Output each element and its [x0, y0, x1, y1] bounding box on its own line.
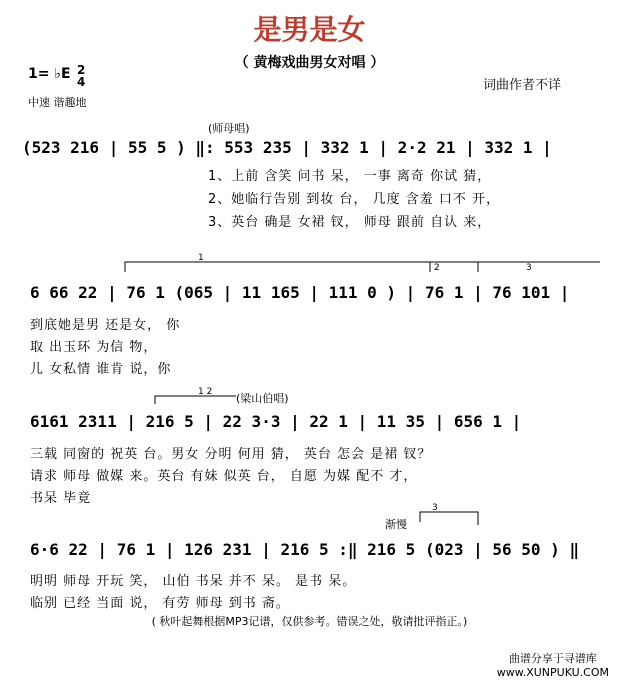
subtitle: （ 黄梅戏曲男女对唱 ） [234, 55, 385, 71]
volta-bracket-3b [420, 512, 478, 525]
tempo-marking: 中速 谐趣地 [28, 96, 87, 109]
lyric-row-3-verse-2: 请求 师母 做媒 来。英台 有妹 似英 台， 自愿 为媒 配不 才， [30, 469, 418, 484]
author-credit: 词曲作者不详 [483, 78, 562, 93]
volta-label-2: 2 [434, 263, 440, 273]
role-liang: (梁山伯唱) [236, 392, 289, 405]
volta-label-1: 1 [198, 253, 204, 263]
site-line-1: 曲谱分享于寻谱库 [508, 652, 597, 665]
lyric-row-4-verse-2: 临别 已经 当面 说， 有劳 师母 到书 斋。 [30, 596, 290, 611]
volta-label-12: 1 2 [198, 387, 213, 397]
volta-bracket-12 [155, 396, 236, 404]
lyric-row-3-verse-3: 书呆 毕竟 [30, 491, 92, 506]
volta-bracket-1 [125, 262, 430, 272]
volta-label-3a: 3 [526, 263, 532, 273]
music-row-1: (523 216 | 55 5 ) ‖: 553 235 | 332 1 | 2·2 21 | 332 1 | [22, 138, 552, 157]
volta-label-3b: 3 [432, 503, 438, 513]
lyric-row-2-verse-2: 取 出玉环 为信 物， [30, 340, 158, 355]
lyric-row-4-verse-1: 明明 师母 开玩 笑， 山伯 书呆 并不 呆。 是书 呆。 [30, 574, 357, 589]
site-line-2: www.XUNPUKU.COM [496, 666, 609, 679]
music-row-4: 6·6 22 | 76 1 | 126 231 | 216 5 :‖ 216 5 (023 | 56 50 ) ‖ [30, 540, 580, 559]
lyric-row-1-verse-3: 3、英台 确是 女裙 钗， 师母 跟前 自认 来， [208, 215, 492, 230]
time-top: 2 [77, 63, 86, 77]
lyric-row-2-verse-3: 儿 女私情 谁肯 说，你 [30, 362, 172, 377]
lyric-row-2-verse-1: 到底她是男 还是女， 你 [30, 318, 181, 333]
key-signature: 1= ♭E [28, 66, 71, 82]
lyric-row-1-verse-1: 1、上前 含笑 问书 呆， 一事 离奇 你试 猜， [208, 169, 492, 184]
role-slow: 渐慢 [385, 518, 407, 531]
lyric-row-1-verse-2: 2、她临行告别 到妆 台， 几度 含羞 口不 开， [208, 192, 501, 207]
lyric-row-3-verse-1: 三载 同窗的 祝英 台。男女 分明 何用 猜， 英台 怎会 是裙 钗？ [30, 447, 432, 462]
volta-bracket-3a [478, 262, 600, 272]
music-row-3: 6161 2311 | 216 5 | 22 3·3 | 22 1 | 11 35 | 656 1 | [30, 412, 522, 431]
page-title: 是男是女 [253, 13, 366, 46]
time-bottom: 4 [77, 75, 86, 89]
music-row-2: 6 66 22 | 76 1 (065 | 11 165 | 111 0 ) | 76 1 | 76 101 | [30, 283, 570, 302]
role-mother: (师母唱) [208, 122, 250, 135]
footer-note: ( 秋叶起舞根据MP3记谱，仅供参考。错误之处，敬请批评指正。) [151, 615, 468, 628]
